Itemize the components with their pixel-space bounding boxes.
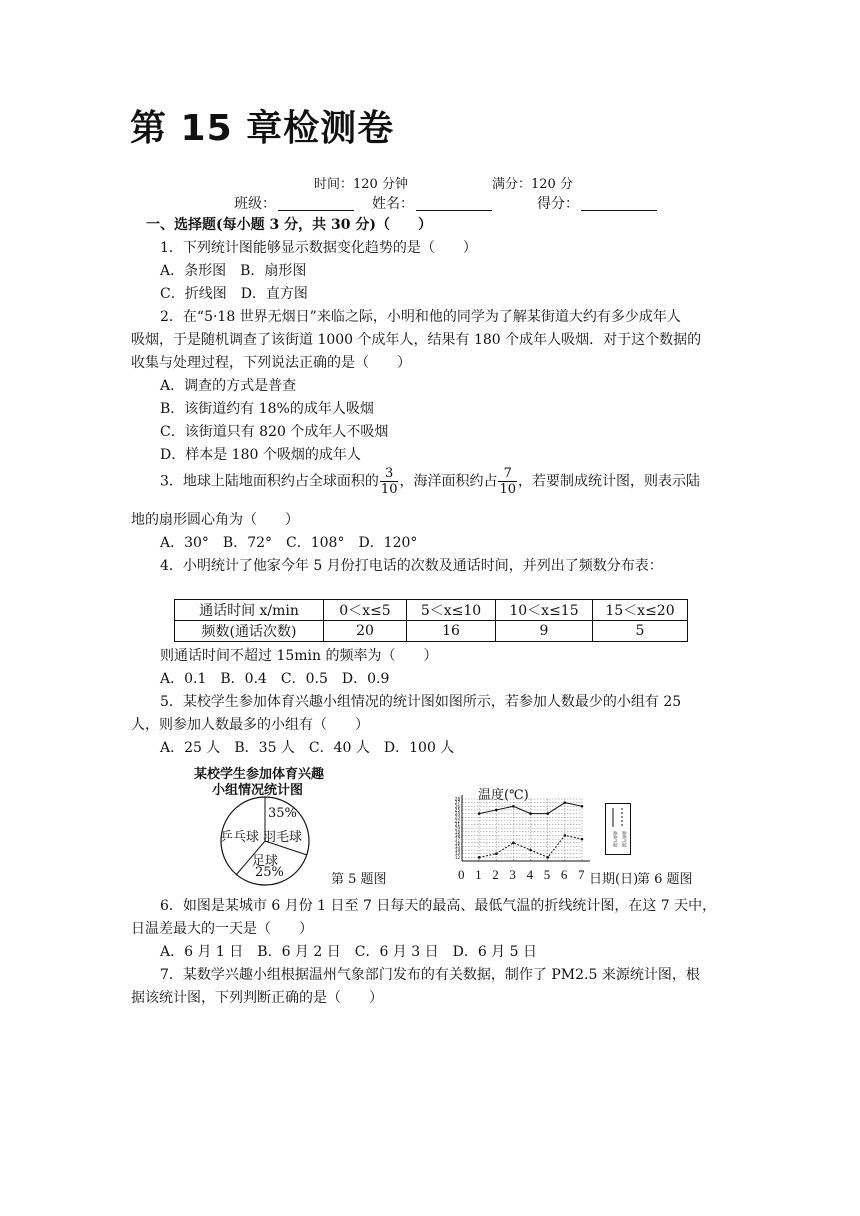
legend-high-label: 最高气温 [613, 831, 618, 847]
q7-line2: 据该统计图，下列判断正确的是（ ） [131, 990, 383, 1006]
x-tick-label: 7 [578, 867, 585, 882]
y-tick-label: 18 [454, 832, 460, 838]
q4-after: 则通话时间不超过 15min 的频率为（ ） [160, 648, 438, 664]
data-point [478, 812, 481, 815]
fig5-caption: 第 5 题图 [331, 872, 387, 887]
y-tick-label: 16 [454, 840, 460, 846]
data-point [581, 805, 584, 808]
q5-line2: 人，则参加人数最多的小组有（ ） [131, 717, 369, 733]
fig5-football-label: 足球 [252, 854, 279, 869]
y-tick-label: 19 [454, 829, 460, 835]
data-point [512, 805, 515, 808]
q3-frac1-num: 3 [380, 466, 399, 482]
q2-line1: 2．在“5·18 世界无烟日”来临之际，小明和他的同学为了解某街道大约有多少成年人 [160, 309, 681, 325]
y-tick-label: 27 [454, 800, 460, 806]
exam-time: 时间：120 分钟 [314, 177, 408, 192]
fig5-badminton-label: 羽毛球 [263, 830, 303, 845]
q2-line2: 吸烟，于是随机调查了该街道 1000 个成年人，结果有 180 个成年人吸烟．对于这个数据的 [131, 332, 702, 348]
q3-line1 [160, 466, 700, 497]
table-cell: 通话时间 x/min [175, 600, 324, 621]
q2-option-d: D．样本是 180 个吸烟的成年人 [160, 447, 361, 463]
y-tick-label: 28 [454, 796, 460, 802]
fig5-pingpong-label: 乒乓球 [220, 830, 260, 845]
q5-line1: 5．某校学生参加体育兴趣小组情况的统计图如图所示，若参加人数最少的小组有 25 [160, 694, 682, 710]
fig6-grid [462, 799, 582, 861]
data-point [564, 801, 567, 804]
q3-frac2-num: 7 [498, 466, 517, 482]
q4-stem: 4．小明统计了他家今年 5 月份打电话的次数及通话时间，并列出了频数分布表： [160, 558, 663, 574]
score-label: 得分： [537, 196, 579, 212]
q3-fraction-land [380, 466, 399, 497]
fig6-x-tick-row [446, 867, 596, 883]
y-tick-label: 14 [454, 847, 460, 853]
data-point [495, 852, 498, 855]
y-tick-label: 17 [454, 836, 460, 842]
legend-low-label: 最低气温 [622, 831, 627, 847]
y-tick-label: 21 [454, 822, 460, 828]
q2-option-b: B．该街道约有 18%的成年人吸烟 [160, 401, 374, 417]
q3-line2: 地的扇形圆心角为（ ） [131, 512, 299, 528]
table-cell: 5＜x≤10 [407, 600, 496, 621]
fig6-caption: 第 6 题图 [637, 872, 693, 887]
x-tick-label: 4 [526, 867, 534, 882]
class-blank[interactable] [278, 196, 354, 211]
data-point [478, 856, 481, 859]
q2-option-c: C．该街道只有 820 个成年人不吸烟 [160, 424, 389, 440]
class-field [234, 193, 354, 215]
section-heading: 一、选择题(每小题 3 分，共 30 分)（ ） [146, 217, 432, 233]
x-tick-label: 5 [543, 867, 551, 882]
data-point [529, 812, 532, 815]
data-point [564, 834, 567, 837]
table-row [175, 621, 688, 642]
x-tick-label: 3 [509, 867, 516, 882]
class-label: 班级： [234, 196, 276, 212]
table-cell: 10＜x≤15 [496, 600, 593, 621]
table-cell: 16 [407, 621, 496, 642]
table-cell: 5 [593, 621, 688, 642]
q3-frac2-den: 10 [499, 482, 517, 497]
name-label: 姓名： [372, 196, 414, 212]
q3-part3: ，若要制成统计图，则表示陆 [518, 473, 701, 490]
q2-option-a: A．调查的方式是普查 [160, 378, 297, 394]
q6-line2: 日温差最大的一天是（ ） [131, 921, 313, 937]
x-tick-label: 0 [458, 867, 465, 882]
q3-part2: ，海洋面积约占 [399, 473, 498, 490]
page-title: 第 15 章检测卷 [130, 108, 395, 149]
data-point [546, 856, 549, 859]
data-point [512, 841, 515, 844]
fig6-legend [605, 803, 631, 855]
table-row [175, 600, 688, 621]
q3-frac1-den: 10 [380, 482, 398, 497]
table-cell: 20 [324, 621, 407, 642]
data-point [529, 849, 532, 852]
y-tick-label: 22 [454, 818, 460, 824]
y-tick-label: 13 [454, 851, 460, 857]
q1-stem: 1．下列统计图能够显示数据变化趋势的是（ ） [160, 240, 477, 256]
x-tick-label: 2 [492, 867, 499, 882]
frequency-table [174, 599, 688, 642]
score-field [537, 193, 657, 215]
y-tick-label: 20 [454, 825, 460, 831]
data-point [495, 809, 498, 812]
fig5-title-2: 小组情况统计图 [212, 783, 304, 798]
name-field [372, 193, 492, 215]
q7-line1: 7．某数学兴趣小组根据温州气象部门发布的有关数据，制作了 PM2.5 来源统计图，根 [160, 967, 700, 983]
q3-options: A．30° B．72° C．108° D．120° [160, 535, 418, 551]
x-tick-label: 6 [560, 867, 568, 882]
q3-fraction-ocean [498, 466, 517, 497]
y-tick-label: 24 [454, 811, 460, 817]
data-point [581, 838, 584, 841]
exam-full-score: 满分：120 分 [492, 177, 573, 192]
q1-options-1: A．条形图 B．扇形图 [160, 263, 307, 279]
fig5-badminton-pct: 35% [268, 806, 297, 821]
q2-line3: 收集与处理过程，下列说法正确的是（ ） [131, 355, 411, 371]
table-cell: 9 [496, 621, 593, 642]
x-tick-label: 1 [475, 867, 482, 882]
y-tick-label: 26 [454, 803, 460, 809]
fig6-ylabel: 温度(℃) [478, 788, 529, 803]
y-tick-label: 25 [454, 807, 460, 813]
score-blank[interactable] [581, 196, 657, 211]
y-tick-label: 12 [454, 854, 460, 860]
fig6-line-chart [446, 795, 596, 871]
q3-part1: 3．地球上陆地面积约占全球面积的 [160, 473, 379, 490]
y-tick-label: 15 [454, 843, 460, 849]
q6-options: A．6 月 1 日 B．6 月 2 日 C．6 月 3 日 D．6 月 5 日 [160, 944, 537, 960]
name-blank[interactable] [416, 196, 492, 211]
fig5-title-1: 某校学生参加体育兴趣 [194, 767, 325, 782]
q4-options: A．0.1 B．0.4 C．0.5 D．0.9 [160, 671, 390, 687]
q6-line1: 6．如图是某城市 6 月份 1 日至 7 日每天的最高、最低气温的折线统计图，在这 7 天中， [160, 898, 717, 914]
table-cell: 0＜x≤5 [324, 600, 407, 621]
q5-options: A．25 人 B．35 人 C．40 人 D．100 人 [160, 740, 455, 756]
table-cell: 频数(通话次数) [175, 621, 324, 642]
table-cell: 15＜x≤20 [593, 600, 688, 621]
fig5-football-pct: 25% [255, 865, 284, 880]
y-tick-label: 23 [454, 814, 460, 820]
q1-options-2: C．折线图 D．直方图 [160, 286, 308, 302]
fig6-xlabel: 日期(日) [589, 872, 639, 887]
data-point [546, 812, 549, 815]
